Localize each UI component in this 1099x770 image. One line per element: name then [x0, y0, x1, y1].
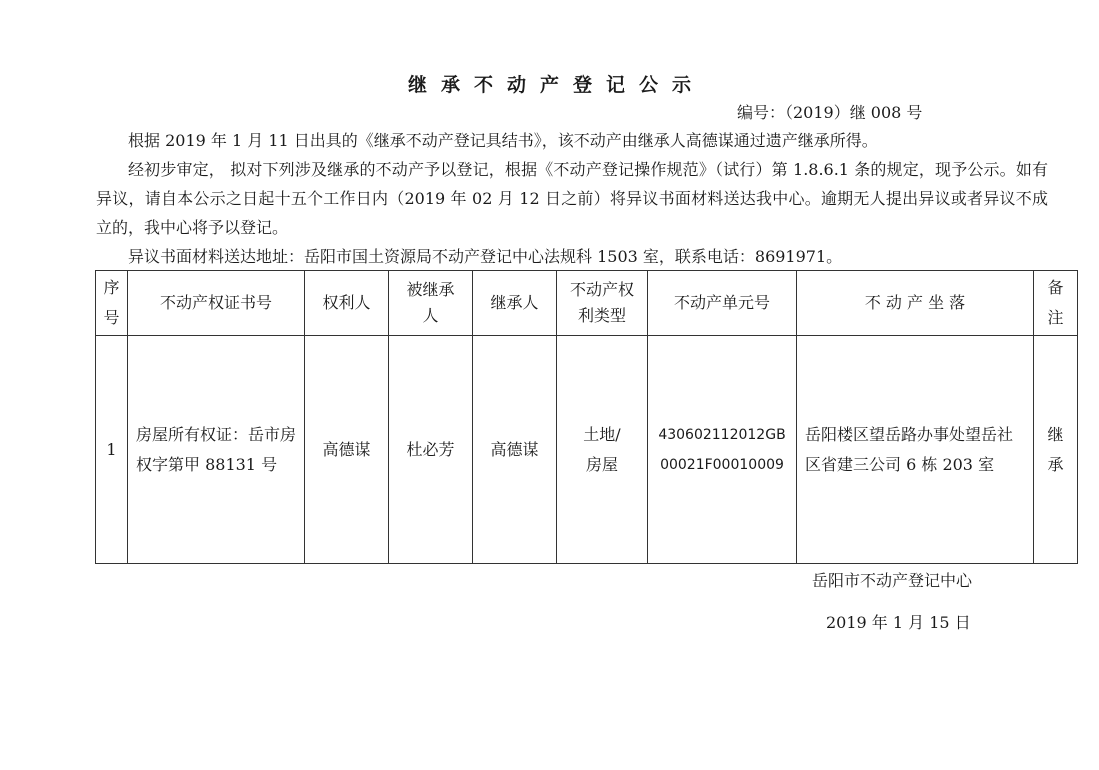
paragraph-address: 异议书面材料送达地址：岳阳市国土资源局不动产登记中心法规科 1503 室，联系电话：8691971。	[128, 247, 843, 266]
document-number: 编号：（2019）继 008 号	[737, 103, 923, 122]
header-location: 不 动 产 坐 落	[797, 271, 1034, 336]
header-certificate: 不动产权证书号	[128, 271, 305, 336]
page-title: 继承不动产登记公示	[407, 74, 705, 96]
cell-location: 岳阳楼区望岳路办事处望岳社区省建三公司 6 栋 203 室	[797, 336, 1034, 564]
cell-certificate: 房屋所有权证：岳市房权字第甲 88131 号	[128, 336, 305, 564]
issue-date: 2019 年 1 月 15 日	[826, 613, 971, 632]
header-serial: 序号	[96, 271, 128, 336]
cell-heir: 高德谋	[473, 336, 557, 564]
header-right-type: 不动产权利类型	[557, 271, 648, 336]
cell-remark: 继承	[1034, 336, 1078, 564]
cell-serial: 1	[96, 336, 128, 564]
header-remark: 备注	[1034, 271, 1078, 336]
registration-table	[95, 270, 1078, 564]
paragraph-notice: 经初步审定， 拟对下列涉及继承的不动产予以登记，根据《不动产登记操作规范》（试行）第 1.8.6.1 条的规定，现予公示。如有异议，请自本公示之日起十五个工作日内（2019 年 02 月 12 日之前）将异议书面材料送达我中心。逾期无人提出异议或者异议不成立的，我中心将予以登记。	[96, 160, 1048, 237]
cell-unit-number: 430602112012GB00021F00010009	[648, 336, 797, 564]
header-heir: 继承人	[473, 271, 557, 336]
cell-right-type: 土地/房屋	[557, 336, 648, 564]
table-row	[96, 336, 1078, 564]
issuer-name: 岳阳市不动产登记中心	[812, 571, 973, 590]
header-unit-number: 不动产单元号	[648, 271, 797, 336]
paragraph-basis: 根据 2019 年 1 月 11 日出具的《继承不动产登记具结书》，该不动产由继承人高德谋通过遗产继承所得。	[128, 131, 878, 150]
header-owner: 权利人	[305, 271, 389, 336]
header-decedent: 被继承人	[389, 271, 473, 336]
table-header-row	[96, 271, 1078, 336]
cell-owner: 高德谋	[305, 336, 389, 564]
cell-decedent: 杜必芳	[389, 336, 473, 564]
